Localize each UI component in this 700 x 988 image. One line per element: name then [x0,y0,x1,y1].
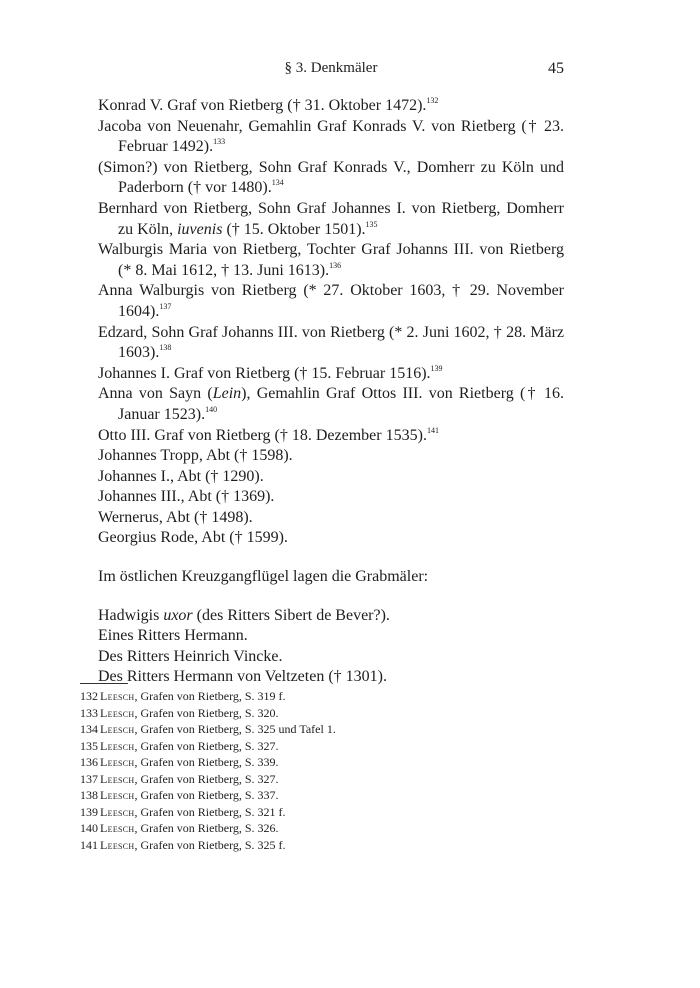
footnote-ref[interactable]: 138 [159,343,172,353]
running-head-title: § 3. Denkmäler [284,60,378,76]
list-item: Konrad V. Graf von Rietberg († 31. Oktober 1472).$^{132}$ [98,96,439,114]
footnote: 134 Leesch, Grafen von Rietberg, S. 325 und Tafel 1. [80,722,336,736]
list-item: Anna Walburgis von Rietberg (* 27. Oktober 1603, † 29. November 1604).$^{137}$ [98,282,564,320]
list-item: Walburgis Maria von Rietberg, Tochter Graf Johanns III. von Rietberg (* 8. Mai 1612, † 13. Juni 1613).$^{136}$ [98,241,564,279]
footnote: 135 Leesch, Grafen von Rietberg, S. 327. [80,738,279,753]
list-item: Edzard, Sohn Graf Johanns III. von Rietberg (* 2. Juni 1602, † 28. März 1603).$^{138}$ [98,323,564,362]
footnote-ref[interactable]: 139 [430,363,443,373]
footnote: 137 Leesch, Grafen von Rietberg, S. 327. [80,771,279,786]
footnote: 141 Leesch, Grafen von Rietberg, S. 325 f. [80,837,286,852]
list-item: Johannes Tropp, Abt († 1598). [98,447,293,465]
list-item: Johannes I., Abt († 1290). [98,467,264,485]
list-item: Des Ritters Heinrich Vincke. [98,647,283,665]
list-item: Hadwigis uxor (des Ritters Sibert de Bever?). [98,606,390,624]
footnote: 139 Leesch, Grafen von Rietberg, S. 321 f. [80,804,286,819]
footnote: 133 Leesch, Grafen von Rietberg, S. 320. [80,705,279,720]
section-paragraph: Im östlichen Kreuzgangflügel lagen die Grabmäler: [98,568,429,586]
list-item: Anna von Sayn (Lein), Gemahlin Graf Ottos III. von Rietberg († 16. Januar 1523).$^{140}$ [98,385,564,423]
footnote-ref[interactable]: 133 [213,137,226,147]
list-item: Bernhard von Rietberg, Sohn Graf Johannes I. von Rietberg, Domherr zu Köln, iuvenis († 15. Oktober 1501).$^{135}$ [98,199,564,238]
list-item: Georgius Rode, Abt († 1599). [98,529,288,547]
list-item: Johannes I. Graf von Rietberg († 15. Februar 1516).$^{139}$ [98,363,443,382]
footnote-ref[interactable]: 135 [365,219,378,229]
list-item: Otto III. Graf von Rietberg († 18. Dezember 1535).$^{141}$ [98,425,439,444]
list-item: Eines Ritters Hermann. [98,627,248,645]
footnote: 140 Leesch, Grafen von Rietberg, S. 326. [80,821,279,835]
list-item: Jacoba von Neuenahr, Gemahlin Graf Konrads V. von Rietberg († 23. Februar 1492).$^{133}$ [98,117,564,156]
footnote-ref[interactable]: 134 [271,178,284,188]
list-item: Wernerus, Abt († 1498). [98,508,253,526]
footnotes [80,688,564,853]
footnote-ref[interactable]: 140 [205,404,218,414]
footnote: 138 Leesch, Grafen von Rietberg, S. 337. [80,788,279,802]
footnote: 132 Leesch, Grafen von Rietberg, S. 319 f. [80,689,286,703]
footnote-ref[interactable]: 137 [159,301,172,311]
footnote-ref[interactable]: 132 [426,96,439,105]
list-item: Johannes III., Abt († 1369). [98,488,275,506]
page-number: 45 [548,60,564,77]
list-item: (Simon?) von Rietberg, Sohn Graf Konrads V., Domherr zu Köln und Paderborn († vor 1480).$^{134}$ [98,158,564,197]
footnote-divider [80,683,128,684]
footnote-ref[interactable]: 141 [426,425,439,435]
footnote: 136 Leesch, Grafen von Rietberg, S. 339. [80,755,279,769]
list-item: Des Ritters Hermann von Veltzeten († 1301). [98,668,387,686]
running-head [98,60,564,82]
body-text [98,96,564,688]
footnote-ref[interactable]: 136 [329,260,342,270]
